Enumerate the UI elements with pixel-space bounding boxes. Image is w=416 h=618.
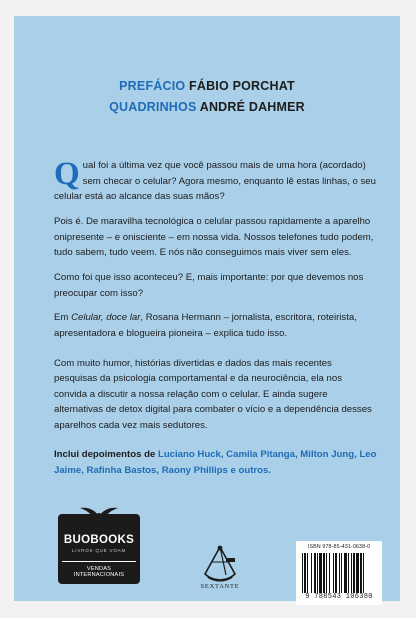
sextante-label: SEXTANTE [200,583,240,590]
buobooks-brand: BUOBOOKS [63,534,135,546]
wings-icon [80,506,118,520]
synopsis [54,158,377,488]
paragraph-5: Com muito humor, histórias divertidas e dados das mais recentes pesquisas da psicologia comportamental e da neurociência, ela nos convida a discutir a nossa relação com o celular. E ainda sugere alternativas de detox digital para combater o vício e a dependência desses aparelhos cada vez mais sedutores. [54,357,372,431]
paragraph-3: Como foi que isso aconteceu? E, mais importante: por que devemos nos preocupar com isso? [54,271,364,299]
comics-name: ANDRÉ DAHMER [199,100,305,114]
isbn-text: ISBN 978-85-431-0638-0 [307,544,371,550]
drop-cap: Q [54,156,80,192]
testimonials [54,447,377,478]
paragraph-2: Pois é. De maravilha tecnológica o celular passou rapidamente a aparelho onipresente – e onisciente – em nossa vida. Nossos telefones tudo podem, tudo sabem, tudo veem. E nós não conseguimos mais viver sem eles. [54,215,374,259]
testimonials-lead: Inclui depoimentos de [54,449,158,461]
barcode-bars [302,553,376,593]
sextante-logo [192,544,248,602]
preface-credit [14,76,400,97]
comics-role: QUADRINHOS [109,100,197,114]
buobooks-tagline: LIVROS QUE VOAM [71,548,126,553]
preface-name: FÁBIO PORCHAT [189,79,295,93]
credits [14,76,400,118]
preface-role: PREFÁCIO [119,79,186,93]
paragraph-4 [54,310,377,341]
barcode-digits: 9 788543 106380 [305,593,373,601]
paragraph-4-post: , Rosana Hermann – jornalista, escritora, roteirista, apresentadora e blogueira pioneira – explica tudo isso. [54,312,357,339]
paragraph-intro [54,158,377,205]
paragraph-4-pre: Em [54,312,72,324]
buobooks-logo [58,514,140,584]
back-cover [14,16,400,601]
buobooks-sub: VENDAS INTERNACIONAIS [62,561,136,578]
book-title: Celular, doce lar [71,312,141,324]
comics-credit [14,97,400,118]
testimonials-names: Luciano Huck, Camila Pitanga, Milton Jung, Leo Jaime, Rafinha Bastos, Raony Phillips e outros. [54,449,377,477]
sextant-icon [200,544,240,582]
barcode [296,541,382,605]
paragraph-intro-text: ual foi a última vez que você passou mais de uma hora (acordado) sem checar o celular? Agora mesmo, enquanto lê estas linhas, o seu celular está ao alcance das suas mãos? [54,160,376,203]
